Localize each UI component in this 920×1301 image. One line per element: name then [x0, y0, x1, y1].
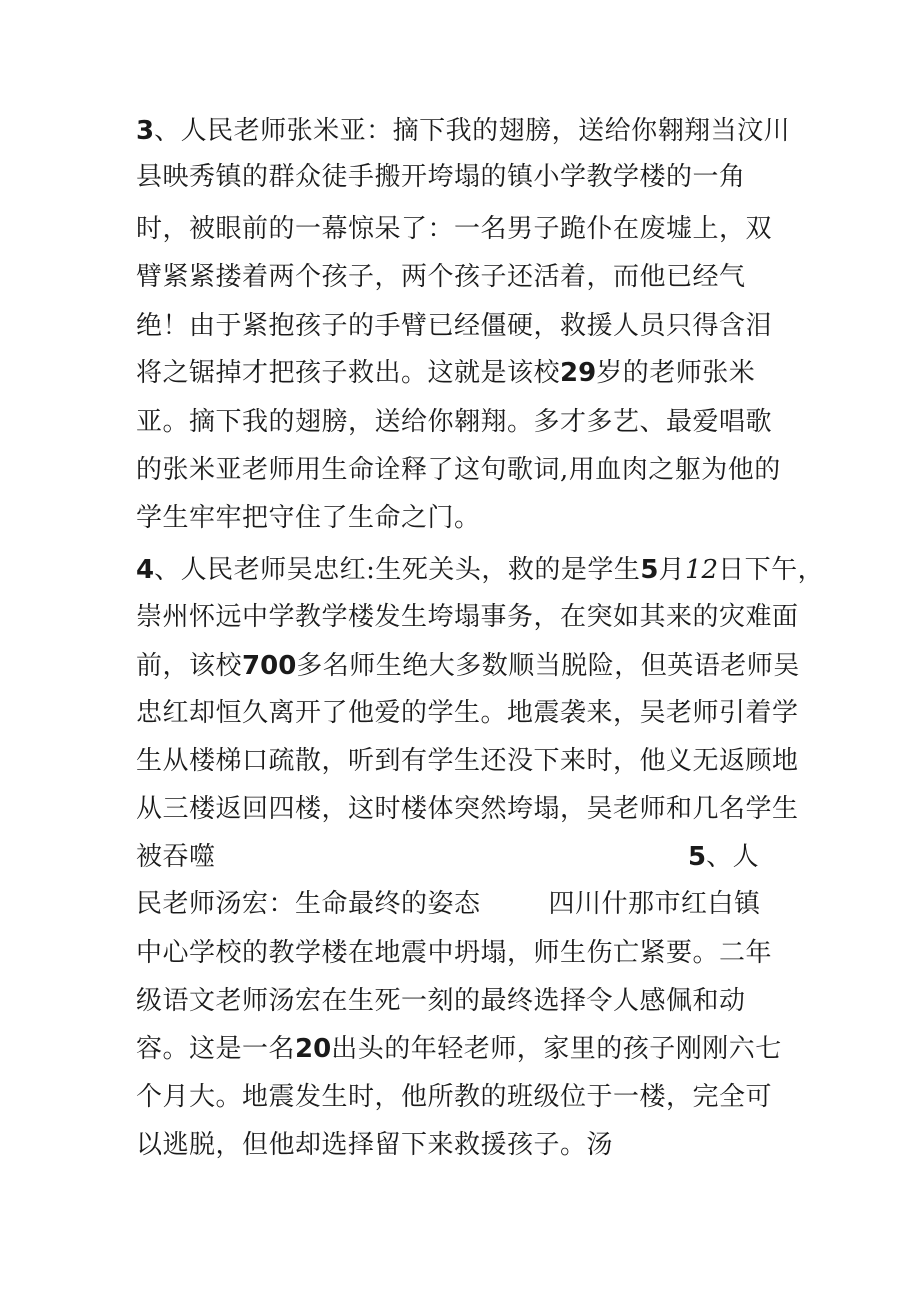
p4-text-1: 、人民老师吴忠红:生死关头，救的是学生 — [154, 555, 641, 585]
p5-line-4 — [136, 978, 746, 1024]
p5-line-7 — [136, 1122, 613, 1168]
p3-text-1: 、人民老师张米亚：摘下我的翅膀，送给你翱翔当汶川 — [154, 116, 791, 146]
p4-text-4: 前，该校 — [136, 651, 243, 681]
p5-text-6: 容。这是一名 — [136, 1034, 296, 1064]
p5-text-7: 出头的年轻老师，家里的孩子刚刚六七 — [331, 1034, 782, 1064]
p3-text-10: 学生牢牢把守住了生命之门。 — [136, 503, 481, 533]
p4-text-8: 从三楼返回四楼，这时楼体突然垮塌，吴老师和几名学生 — [136, 794, 799, 824]
p5-text-8: 个月大。地震发生时，他所教的班级位于一楼，完全可 — [136, 1082, 773, 1112]
p4-line-4 — [136, 690, 799, 736]
p5-age-number: 20 — [295, 1034, 332, 1064]
p3-text-8: 亚。摘下我的翅膀，送给你翱翔。多才多艺、最爱唱歌 — [136, 407, 773, 437]
p3-text-7: 岁的老师张米 — [596, 358, 756, 388]
p5-number: 5 — [688, 842, 707, 872]
p5-text-2: 民老师汤宏：生命最终的姿态 — [136, 889, 481, 919]
p4-text-9: 被吞噬 — [136, 842, 216, 872]
p4-text-month: 月 — [658, 555, 685, 585]
p4-day: 12 — [684, 555, 719, 585]
p4-text-5: 多名师生绝大多数顺当脱险，但英语老师吴 — [296, 651, 800, 681]
p3-number: 3 — [136, 116, 155, 146]
p5-line-5 — [136, 1026, 782, 1072]
p3-line-1 — [136, 108, 790, 154]
p3-line-6 — [136, 350, 755, 396]
p4-number: 4 — [136, 555, 155, 585]
p4-text-7: 生从楼梯口疏散，听到有学生还没下来时，他义无返顾地 — [136, 746, 799, 776]
p5-text-1: 、人 — [706, 842, 760, 872]
p5-line-6 — [136, 1074, 772, 1120]
p4-line-2 — [136, 594, 799, 640]
p3-line-3 — [136, 206, 772, 252]
p5-text-3: 四川什那市红白镇 — [548, 889, 761, 919]
p3-line-4 — [136, 254, 746, 300]
p5-line-2 — [136, 881, 761, 927]
p5-text-9: 以逃脱，但他却选择留下来救援孩子。汤 — [136, 1130, 614, 1160]
p4-month: 5 — [640, 555, 659, 585]
p3-text-6: 将之锯掉才把孩子救出。这就是该校 — [136, 358, 561, 388]
p3-line-8 — [136, 447, 781, 493]
p4-text-2: 日下午， — [718, 555, 825, 585]
p3-line-9 — [136, 495, 481, 541]
p4-line-1 — [136, 547, 824, 593]
p4-line-6 — [136, 786, 799, 832]
p4-text-3: 崇州怀远中学教学楼发生垮塌事务，在突如其来的灾难面 — [136, 602, 799, 632]
p5-text-5: 级语文老师汤宏在生死一刻的最终选择令人感佩和动 — [136, 986, 746, 1016]
p3-line-5 — [136, 303, 772, 349]
p3-line-2 — [136, 154, 746, 200]
p3-text-5: 绝！由于紧抱孩子的手臂已经僵硬，救援人员只得含泪 — [136, 311, 773, 341]
p5-text-4: 中心学校的教学楼在地震中坍塌，师生伤亡紧要。二年 — [136, 938, 773, 968]
p4-line-5 — [136, 738, 799, 784]
p4-line-3 — [136, 643, 800, 689]
p3-text-4: 臂紧紧搂着两个孩子，两个孩子还活着，而他已经气 — [136, 262, 746, 292]
p3-text-9: 的张米亚老师用生命诠释了这句歌词,用血肉之躯为他的 — [136, 455, 781, 485]
p5-line-3 — [136, 930, 772, 976]
p3-age-number: 29 — [560, 358, 597, 388]
p4-line-7 — [136, 834, 836, 880]
p3-text-2: 县映秀镇的群众徒手搬开垮塌的镇小学教学楼的一角 — [136, 162, 746, 192]
p4-count: 700 — [242, 651, 297, 681]
p3-text-3: 时，被眼前的一幕惊呆了：一名男子跪仆在废墟上，双 — [136, 214, 773, 244]
p4-text-6: 忠红却恒久离开了他爱的学生。地震袭来，吴老师引着学 — [136, 698, 799, 728]
p3-line-7 — [136, 399, 772, 445]
